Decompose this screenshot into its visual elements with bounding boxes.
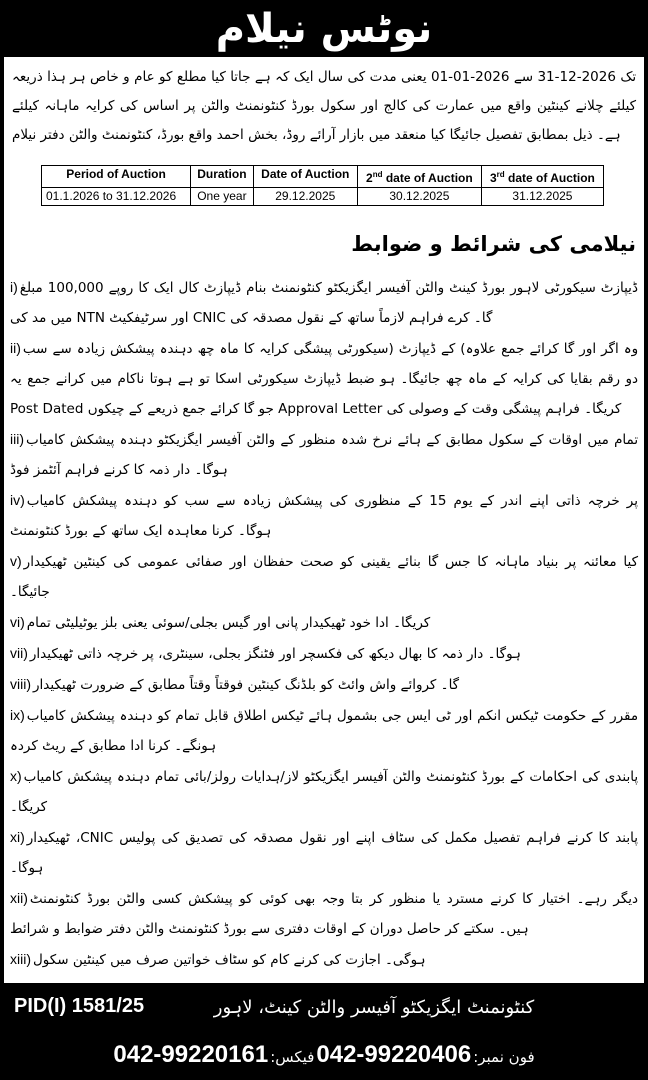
clause-number: xi) — [10, 829, 25, 845]
clause-number: iii) — [10, 431, 24, 447]
table-row — [42, 188, 604, 206]
clause-text: ٹھیکیدار ذاتی خرچہ پر سینٹری، بجلی، فٹنگز اور فکسچر کی دیکھ بھال کا ذمہ دار ہوگا۔ — [29, 646, 521, 662]
clause-text: کامیاب پیشکش دہندہ کو تمام قابل اطلاق ٹیکس ہائے بشمول جی ایس ٹی اور انکم ٹیکس حکومت کے مقرر کردہ ریٹ کے مطابق ادا کرنا ہونگے۔ — [10, 708, 639, 754]
clause-number: vi) — [10, 614, 25, 630]
clause-number: viii) — [10, 676, 31, 692]
clause-number: v) — [10, 553, 22, 569]
clause-text: کامیاب پیشکش دہندہ کو سب سے زیادہ پیشکش کی منظوری کے 15 یوم کے اندر اپنے ذاتی خرچہ پر کنٹونمنٹ بورڈ کے ساتھ ایک معاہدہ کرنا ہوگا۔ — [10, 493, 638, 539]
term-clause — [10, 607, 638, 638]
term-clause — [10, 669, 638, 700]
notice-title: نوٹس نیلام — [215, 5, 433, 52]
fax-label: فیکس: — [270, 1048, 315, 1066]
term-clause — [10, 700, 638, 761]
term-clause — [10, 822, 638, 883]
col-duration: Duration — [191, 166, 254, 188]
term-clause — [10, 485, 638, 546]
clause-number: iv) — [10, 492, 25, 508]
term-clause — [10, 424, 638, 485]
term-clause — [10, 761, 638, 822]
pid-number: PID(I) 1581/25 — [14, 995, 145, 1017]
col-date-3: 3rd date of Auction — [481, 166, 603, 188]
term-clause — [10, 546, 638, 607]
auction-schedule-table — [41, 165, 604, 206]
clause-number: x) — [10, 768, 22, 784]
table-header-row — [42, 166, 604, 188]
contact-line — [0, 1041, 648, 1069]
issuing-office: کنٹونمنٹ ایگزیکٹو آفیسر والٹن کینٹ، لاہور — [213, 997, 535, 1018]
term-clause — [10, 883, 638, 944]
phone-number: 042-99220406 — [316, 1041, 472, 1068]
clause-text: ٹھیکیدار CNIC، پولیس کی تصدیق کی مصدقہ نقول اور اپنے سٹاف کی مکمل تفصیل فراہم کرنے کا پابند ہوگا۔ — [10, 830, 638, 876]
clause-text: کنٹونمنٹ بورڈ والٹن کسی پیشکش کو کوئی بھی وجہ بتا کر منظور یا مسترد کرنے کا اختیار رہے۔ دیگر شرائط و ضوابط دفتر والٹن کنٹونمنٹ بورڈ سے دفتری اوقات کے دوران حاصل کر سکتے ہیں۔ — [10, 891, 639, 937]
term-clause — [10, 638, 638, 669]
col-period: Period of Auction — [42, 166, 191, 188]
clause-number: vii) — [10, 645, 28, 661]
clause-number: ix) — [10, 707, 25, 723]
clause-text: سکول کینٹین میں صرف خواتین سٹاف کو کام کرنے کی اجازت ہوگی۔ — [33, 952, 426, 968]
cell-period: 01.1.2026 to 31.12.2026 — [42, 188, 191, 206]
term-clause — [10, 333, 638, 424]
clause-text: کامیاب پیشکش دہندہ ایگزیکٹو آفیسر والٹن کے منظور شدہ نرخ ہائے کے مطابق سکول کے اوقات میں تمام فوڈ آئٹمز فراہم کرنے کا ذمہ دار ہوگا۔ — [10, 432, 639, 478]
col-date-2: 2nd date of Auction — [357, 166, 481, 188]
cell-date: 29.12.2025 — [253, 188, 357, 206]
clause-text: تمام یوٹیلیٹی بلز یعنی بجلی/سوئی گیس اور پانی ٹھیکیدار خود ادا کریگا۔ — [26, 615, 431, 631]
clause-number: xiii) — [10, 951, 31, 967]
cell-date-3: 31.12.2025 — [481, 188, 603, 206]
term-clause — [10, 944, 638, 975]
clause-text: سب سے زیادہ پیشکش دہندہ چھ ماہ کا کرایہ پیشگی (سیکورٹی ڈیپازٹ کے علاوہ) جمع کرائے گا اور اگر وہ یہ جمع کرانے میں ناکام ہوتا ہے تو اسکا سیکورٹی ڈیپازٹ ضبط ہو جائیگا۔ چھ ماہ کے کرایہ کی بقایا رقم دو Post Dated چیکوں کے ذریعے جمع کرائے گا جو Approval Letter کی وصولی کے وقت پیشگی فراہم کریگا۔ — [10, 341, 639, 417]
clause-number: ii) — [10, 340, 21, 356]
clause-number: i) — [10, 279, 18, 295]
terms-list — [10, 272, 638, 1006]
col-date: Date of Auction — [253, 166, 357, 188]
term-clause — [10, 272, 638, 333]
clause-text: ٹھیکیدار کینٹین کی عمومی صفائی اور حفظان صحت کو یقینی بنائے گا جس کا ماہانہ بنیاد پر معائنہ کیا جائیگا۔ — [10, 554, 639, 600]
fax-number: 042-99220161 — [113, 1041, 269, 1068]
cell-duration: One year — [191, 188, 254, 206]
clause-text: کامیاب پیشکش دہندہ تمام رولز/بائی لاز/ہدایات ایگزیکٹو آفیسر والٹن کنٹونمنٹ بورڈ کے احکامات کی پابندی کریگا۔ — [10, 769, 639, 815]
notice-body — [0, 57, 648, 983]
terms-heading: نیلامی کی شرائط و ضوابط — [351, 232, 636, 256]
clause-text: مبلغ 100,000 روپے کا ایک کال ڈیپازٹ بنام کنٹونمنٹ ایگزیکٹو آفیسر والٹن کینٹ بورڈ لاہور سیکورٹی ڈیپازٹ کی مد میں NTN سرٹیفکیٹ اور CNIC کی مصدقہ نقول کے ساتھ لازماً فراہم کرے گا۔ — [10, 280, 638, 326]
cell-date-2: 30.12.2025 — [357, 188, 481, 206]
clause-number: xii) — [10, 890, 28, 906]
clause-text: ٹھیکیدار ضرورت کے مطابق وقتاً فوقتاً کینٹین بلڈنگ کو وائٹ واش کروائے گا۔ — [33, 677, 460, 693]
notice-footer — [0, 983, 648, 1080]
intro-paragraph: ذریعہ ہذا ہر خاص و عام کو مطلع کیا جاتا ہے کہ ایک سال کی مدت یعنی 01-01-2026 سے 31-12-2026 تک کیلئے ماہانہ کرایہ کی اساس پر والٹن کنٹونمنٹ بورڈ سکول اور کالج کی عمارت میں واقع کینٹین چلانے کیلئے نیلام دفتر والٹن کنٹونمنٹ بورڈ، واقع احمد بخش روڈ، آرائے بازار میں منعقد کیا جائیگا تفصیل بمطابق ذیل ہے۔ — [12, 69, 637, 143]
notice-header — [0, 0, 648, 57]
phone-label: فون نمبر: — [473, 1048, 535, 1066]
